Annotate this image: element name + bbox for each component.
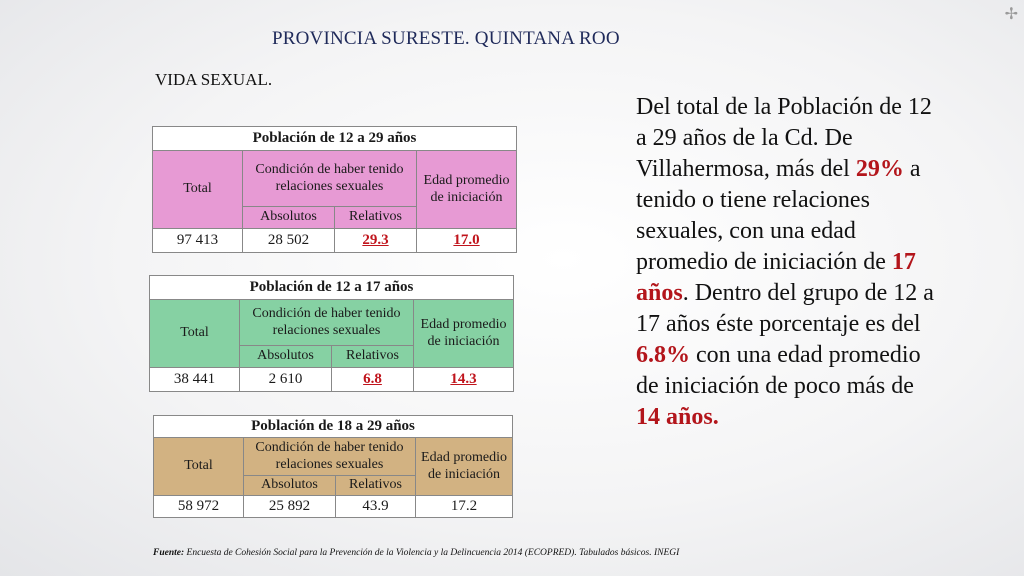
value-relative: 6.8 [332,368,414,392]
table-heading: Población de 12 a 29 años [153,127,517,151]
summary-text-2: a tenido o tiene relaciones sexuales, con una edad promedio de iniciación de [636,156,921,275]
value-total: 38 441 [150,368,240,392]
col-relative-header: Relativos [332,346,414,368]
value-age: 14.3 [414,368,514,392]
col-relative-header: Relativos [335,207,417,229]
source-footnote [153,548,679,558]
col-total-header: Total [154,438,244,496]
table-heading: Población de 12 a 17 años [150,276,514,300]
value-total: 97 413 [153,229,243,253]
value-relative: 29.3 [335,229,417,253]
value-age: 17.2 [416,496,513,518]
col-age-header: Edad promedio de iniciación [414,300,514,368]
value-relative: 43.9 [336,496,416,518]
table-18-29 [153,415,513,518]
highlight-29-percent: 29% [855,156,904,182]
summary-text-4: con una edad promedio de iniciación de poco más de [636,342,921,399]
source-text: Encuesta de Cohesión Social para la Prevención de la Violencia y la Delincuencia 2014 (ECOPRED). Tabulados básicos. INEGI [184,548,680,558]
col-condition-header: Condición de haber tenido relaciones sexuales [240,300,414,346]
col-relative-header: Relativos [336,476,416,496]
source-label: Fuente: [153,548,185,558]
value-age: 17.0 [417,229,517,253]
col-age-header: Edad promedio de iniciación [416,438,513,496]
col-condition-header: Condición de haber tenido relaciones sexuales [243,151,417,207]
value-absolute: 2 610 [240,368,332,392]
slide-subtitle: VIDA SEXUAL. [155,70,273,89]
highlight-6-8-percent: 6.8% [636,342,690,368]
summary-paragraph [636,92,936,433]
value-absolute: 28 502 [243,229,335,253]
summary-text-1: Del total de la Población de 12 a 29 años de la Cd. De Villahermosa, más del [636,94,932,182]
col-age-header: Edad promedio de iniciación [417,151,517,229]
value-absolute: 25 892 [244,496,336,518]
highlight-14-years: 14 años. [636,404,719,430]
highlight-17-years: 17 años [636,249,916,306]
slide-title: PROVINCIA SURESTE. QUINTANA ROO [272,28,620,49]
table-row [150,368,514,392]
table-heading: Población de 18 a 29 años [154,416,513,438]
col-absolute-header: Absolutos [240,346,332,368]
table-row [154,496,513,518]
value-total: 58 972 [154,496,244,518]
table-12-17 [149,275,514,392]
corner-ornament-icon: ✢ [1004,6,1018,23]
summary-text-3: . Dentro del grupo de 12 a 17 años éste porcentaje es del [636,280,934,337]
table-row [153,229,517,253]
col-total-header: Total [150,300,240,368]
col-absolute-header: Absolutos [244,476,336,496]
table-12-29 [152,126,517,253]
col-condition-header: Condición de haber tenido relaciones sexuales [244,438,416,476]
col-total-header: Total [153,151,243,229]
col-absolute-header: Absolutos [243,207,335,229]
